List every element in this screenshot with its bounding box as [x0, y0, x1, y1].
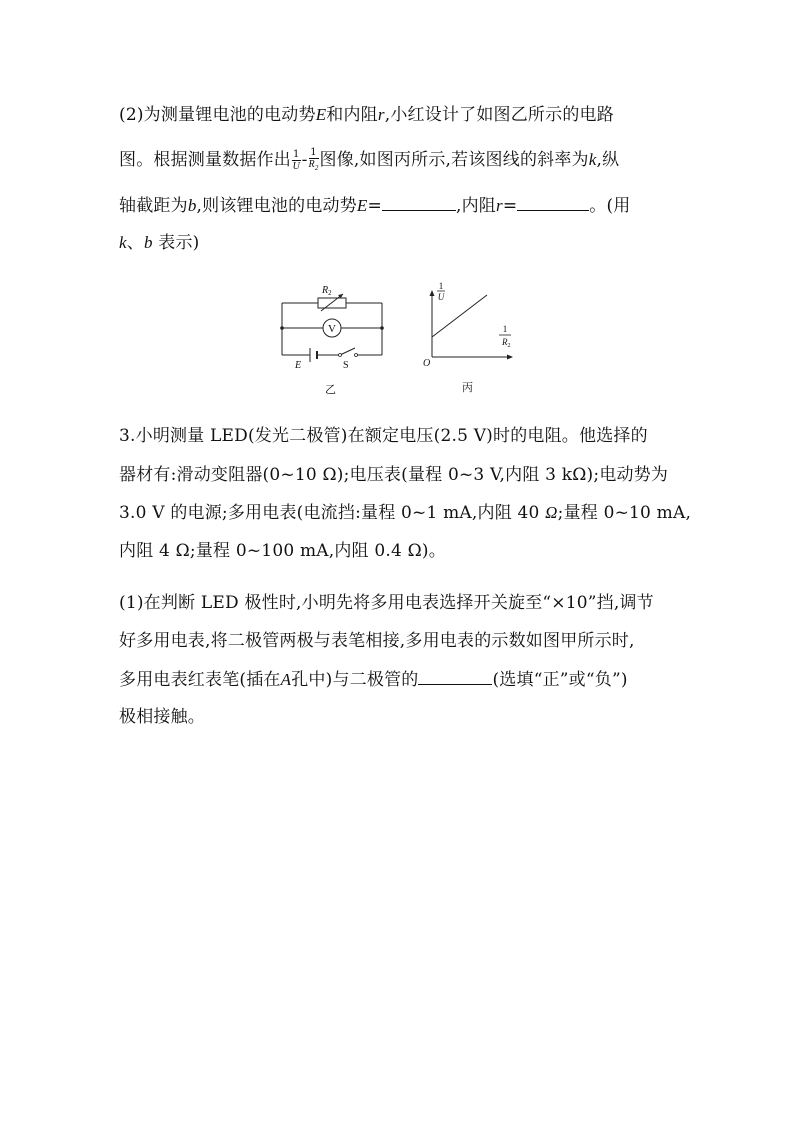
- resistor-label-sub: 2: [328, 289, 332, 297]
- answer-blank-resistance[interactable]: [517, 194, 589, 211]
- text: ;量程 0~10 mA,: [557, 503, 692, 523]
- q3-line-2: 器材有:滑动变阻器(0~10 Ω);电压表(量程 0~3 V,内阻 3 kΩ);电动势为: [119, 465, 669, 485]
- battery-label: E: [295, 360, 302, 371]
- voltmeter-label: V: [328, 323, 336, 335]
- text: 3.0 V 的电源;多用电表(电流挡:量程 0~1 mA,内阻 40: [119, 503, 546, 523]
- var-e: E: [315, 105, 327, 124]
- var-b: b: [143, 233, 153, 252]
- text: 多用电表红表笔(插在: [119, 670, 281, 690]
- q3-1-line-3: [119, 668, 628, 691]
- frac-num: 1: [310, 147, 317, 158]
- text: ,纵: [596, 150, 620, 170]
- q3-line-1: 3.小明测量 LED(发光二极管)在额定电压(2.5 V)时的电阻。他选择的: [119, 426, 648, 446]
- figure-caption-yi: 乙: [325, 384, 336, 396]
- q3-1-line-1: (1)在判断 LED 极性时,小明先将多用电表选择开关旋至“×10”挡,调节: [119, 593, 654, 613]
- q2-line-2: [119, 147, 619, 174]
- var-e: E: [356, 196, 368, 215]
- answer-blank-emf[interactable]: [382, 194, 456, 211]
- fraction-1-over-u: [292, 149, 301, 172]
- frac-den: [309, 159, 319, 174]
- text: 。(用: [589, 196, 631, 216]
- text: 图像,如图丙所示,若该图线的斜率为: [319, 150, 589, 170]
- text: 孔中)与二极管的: [291, 670, 419, 690]
- circuit-diagram: [270, 278, 395, 400]
- text: 轴截距为: [119, 196, 188, 216]
- text: 和内阻: [326, 105, 378, 125]
- q2-line-4: [119, 232, 200, 254]
- x-label-den: R: [502, 337, 508, 347]
- var-r: r: [495, 196, 503, 215]
- y-label-den: U: [437, 292, 445, 302]
- text: 表示): [152, 233, 200, 253]
- var-a: A: [280, 670, 292, 689]
- text: 、: [126, 233, 144, 253]
- origin-label: O: [423, 358, 431, 369]
- text: ,则该锂电池的电动势: [196, 196, 357, 216]
- var-k: k: [588, 150, 597, 169]
- var-b: b: [187, 196, 197, 215]
- frac-num: 1: [293, 149, 300, 160]
- dash: -: [301, 150, 308, 170]
- q3-line-3: [119, 502, 691, 524]
- omega-symbol: Ω: [545, 503, 558, 522]
- q3-line-4: 内阻 4 Ω;量程 0~100 mA,内阻 0.4 Ω)。: [119, 541, 446, 561]
- svg-text:R2: [501, 337, 511, 349]
- switch-icon: [340, 348, 355, 355]
- graph-figure: [417, 280, 517, 400]
- var-k: k: [119, 233, 127, 252]
- text: =: [502, 196, 518, 216]
- svg-text:R2: [321, 285, 332, 297]
- q3-1-line-2: 好多用电表,将二极管两极与表笔相接,多用电表的示数如图甲所示时,: [119, 631, 635, 651]
- q2-line-1: [119, 104, 614, 126]
- frac-den-r: R: [308, 159, 315, 170]
- q3-1-line-4: 极相接触。: [119, 707, 205, 727]
- var-r: r: [377, 105, 385, 124]
- fraction-1-over-r2: [309, 147, 319, 174]
- resistor-label: R: [322, 285, 329, 296]
- q2-line-3: [119, 194, 631, 217]
- switch-label: S: [343, 360, 349, 371]
- text: (选填“正”或“负”): [492, 670, 628, 690]
- x-label-sub: 2: [507, 343, 511, 349]
- text: =: [367, 196, 382, 216]
- frac-den: U: [292, 161, 300, 172]
- text: ,小红设计了如图乙所示的电路: [384, 105, 614, 125]
- y-label-num: 1: [438, 281, 444, 291]
- x-label-num: 1: [502, 324, 508, 334]
- text: 图。根据测量数据作出: [119, 150, 291, 170]
- answer-blank-polarity[interactable]: [418, 668, 492, 685]
- text: ,内阻: [455, 196, 496, 216]
- text: (2)为测量锂电池的电动势: [119, 105, 316, 125]
- frac-den-sub: 2: [314, 164, 319, 172]
- figure-caption-bing: 丙: [462, 382, 473, 394]
